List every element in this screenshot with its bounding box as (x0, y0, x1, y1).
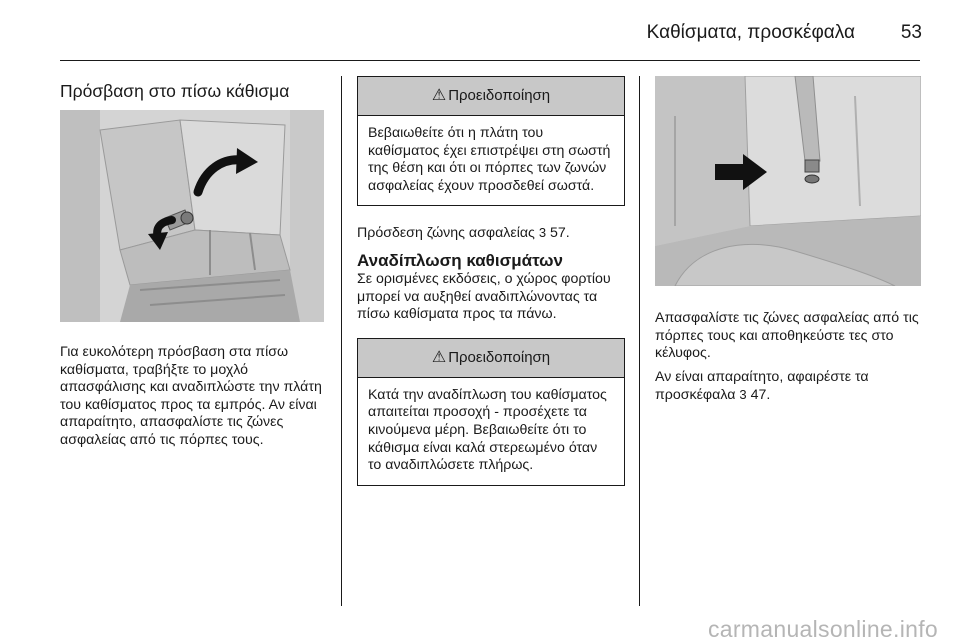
page-reference: 57. (550, 225, 570, 242)
page-reference-icon: 3 (538, 225, 547, 241)
column-right (655, 76, 927, 405)
warning-triangle-icon: ⚠ (431, 348, 447, 366)
rear-access-text: Για ευκολότερη πρόσβαση στα πίσω καθίσματα, τραβήξτε το μοχλό απασφάλισης και αναδιπλώστε την πλάτη του καθίσματος προς τα εμπρός. Αν είναι απαραίτητο, απασφαλίστε τις ζώνες ασφαλείας από τις πόρπες τους. (60, 344, 322, 448)
page-reference-icon: 3 (739, 387, 747, 403)
warning-header-2 (358, 339, 624, 378)
store-seatbelt-text: Απασφαλίστε τις ζώνες ασφαλείας από τις πόρπες τους και αποθηκεύστε τες στο κέλυφος. (655, 310, 919, 362)
seat-release-lever-illustration (60, 110, 324, 322)
warning-text-1: Βεβαιωθείτε ότι η πλάτη του καθίσματος έχει επιστρέψει στη σωστή της θέση και ότι οι πόρπες των ζωνών ασφαλείας έχουν προσδεθεί σωστά. (368, 125, 611, 194)
watermark: carmanualsonline.info (707, 616, 938, 642)
column-middle (357, 76, 625, 486)
running-header-title: Καθίσματα, προσκέφαλα (646, 22, 855, 43)
folding-text: Σε ορισμένες εκδόσεις, ο χώρος φορτίου μπορεί να αυξηθεί αναδιπλώνοντας τα πίσω καθίσματα προς τα πάνω. (357, 270, 611, 323)
warning-text-2: Κατά την αναδίπλωση του καθίσματος απαιτείται προσοχή - προσέχετε τα κινούμενα μέρη. Βεβαιωθείτε ότι το κάθισμα είναι καλά στερεωμένο όταν το αναδιπλώσετε πλήρως. (368, 386, 607, 474)
seatbelt-reference: Πρόσδεση ζώνης ασφαλείας 3 57. (357, 225, 570, 242)
section-heading-rear-access: Πρόσβαση στο πίσω κάθισμα (60, 81, 290, 101)
header-divider (60, 60, 920, 61)
warning-title-2: Προειδοποίηση (448, 348, 551, 366)
column-divider-1 (341, 76, 342, 606)
column-divider-2 (639, 76, 640, 606)
warning-box-1 (357, 76, 625, 206)
headrest-text: Αν είναι απαραίτητο, αφαιρέστε τα προσκέφαλα 3 47. (655, 368, 869, 404)
page-reference: 47. (750, 387, 771, 404)
warning-box-2 (357, 338, 625, 486)
warning-title-1: Προειδοποίηση (448, 87, 551, 105)
warning-header-1 (358, 77, 624, 116)
column-left (60, 80, 326, 450)
section-heading-folding: Αναδίπλωση καθισμάτων (357, 250, 564, 270)
warning-triangle-icon: ⚠ (431, 87, 447, 105)
page-number: 53 (900, 22, 922, 43)
seatbelt-buckle-storage-illustration (655, 76, 921, 286)
